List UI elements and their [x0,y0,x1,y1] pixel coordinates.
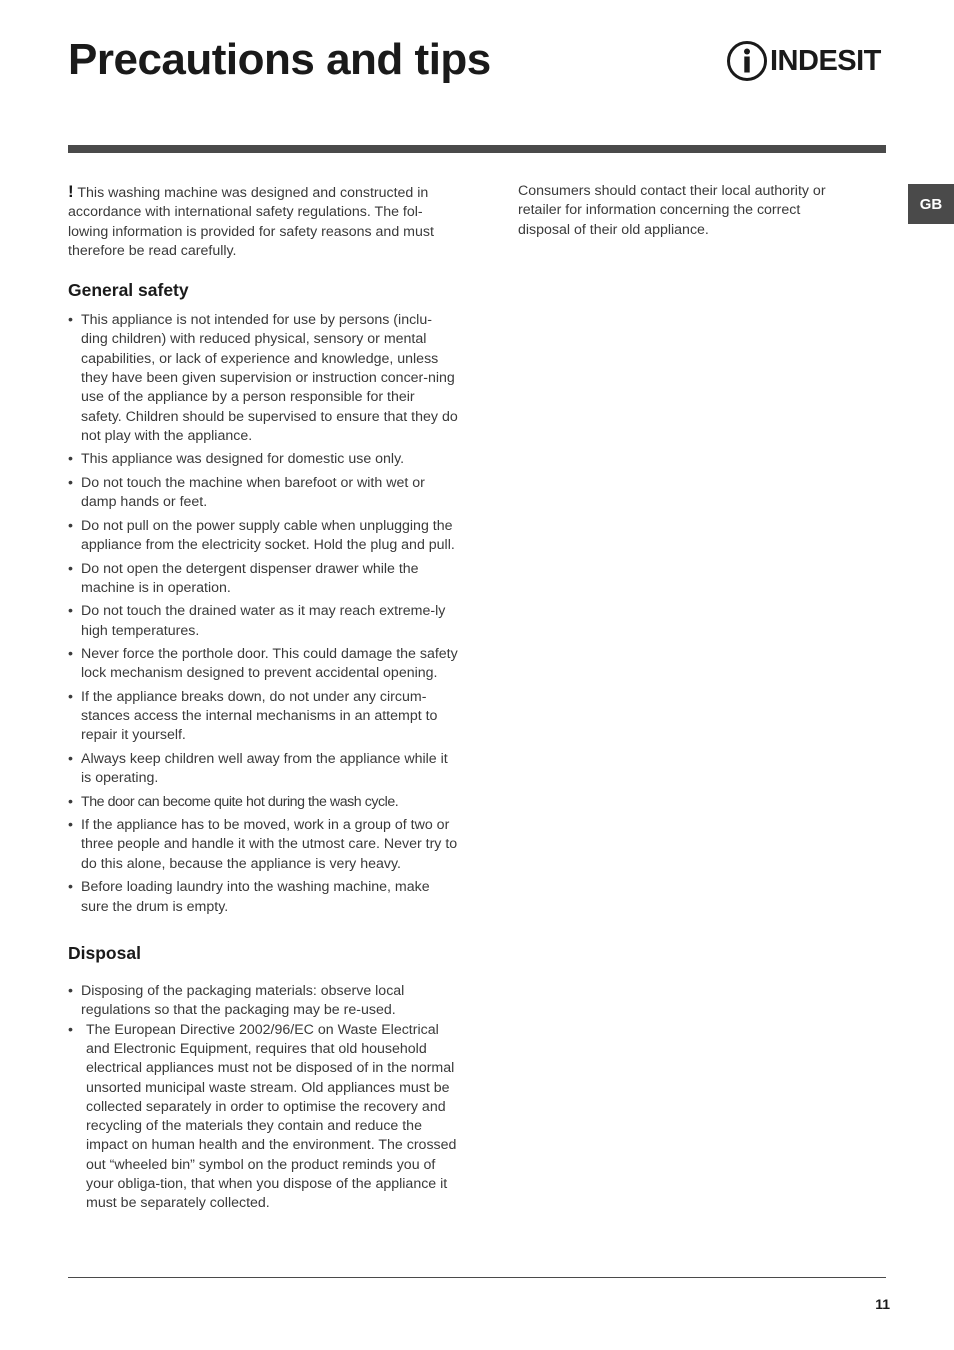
list-item: • This appliance was designed for domestic use only. [68,450,458,469]
left-column [68,182,458,1214]
list-item: • Never force the porthole door. This could damage the safety lock mechanism designed to prevent accidental opening. [68,645,458,684]
brand-logo [726,40,881,82]
list-item: • Do not touch the drained water as it may reach extreme-ly high temperatures. [68,602,458,641]
language-tab: GB [908,184,954,224]
list-item: • Do not pull on the power supply cable when unplugging the appliance from the electricity socket. Hold the plug and pull. [68,517,458,556]
indesit-logo-icon [726,40,768,82]
list-item: • Before loading laundry into the washing machine, make sure the drum is empty. [68,878,458,917]
disposal-list [68,982,458,1214]
intro-text: This washing machine was designed and constructed in accordance with international safety regulations. The fol-lowing information is provided for safety reasons and must therefore be read carefully. [68,185,434,259]
disposal-heading: Disposal [68,943,141,964]
disposal-note: Consumers should contact their local authority or retailer for information concerning the correct disposal of their old appliance. [518,183,826,238]
intro-paragraph [68,182,458,261]
general-safety-list [68,311,458,917]
list-item: • This appliance is not intended for use by persons (inclu-ding children) with reduced physical, sensory or mental capabilities, or lack of experience and knowledge, unless they have been given supervision or instruction concer-ning use of the appliance by a person responsible for their safety. Children should be supervised to ensure that they do not play with the appliance. [68,311,458,446]
footer-rule [68,1277,886,1278]
general-safety-heading: General safety [68,280,189,301]
warning-mark: ! [68,182,74,201]
header-rule [68,145,886,153]
list-item: • The door can become quite hot during the wash cycle. [68,793,458,812]
page-title: Precautions and tips [68,35,491,84]
page-number: 11 [875,1296,890,1312]
brand-name: INDESIT [770,45,881,77]
list-item: • Always keep children well away from the appliance while it is operating. [68,750,458,789]
list-item: • If the appliance breaks down, do not under any circum-stances access the internal mechanisms in an attempt to repair it yourself. [68,688,458,746]
right-column [518,182,848,240]
list-item: • Do not open the detergent dispenser drawer while the machine is in operation. [68,560,458,599]
list-item: • The European Directive 2002/96/EC on Waste Electrical and Electronic Equipment, requires that old household electrical appliances must not be disposed of in the normal unsorted municipal waste stream. Old appliances must be collected separately in order to optimise the recovery and recycling of the materials they contain and reduce the impact on human health and the environment. The crossed out “wheeled bin” symbol on the product reminds you of your obliga-tion, that when you dispose of the appliance it must be separately collected. [68,1021,458,1214]
list-item: • Do not touch the machine when barefoot or with wet or damp hands or feet. [68,474,458,513]
list-item: • Disposing of the packaging materials: observe local regulations so that the packaging may be re-used. [68,982,458,1021]
list-item: • If the appliance has to be moved, work in a group of two or three people and handle it with the utmost care. Never try to do this alone, because the appliance is very heavy. [68,816,458,874]
